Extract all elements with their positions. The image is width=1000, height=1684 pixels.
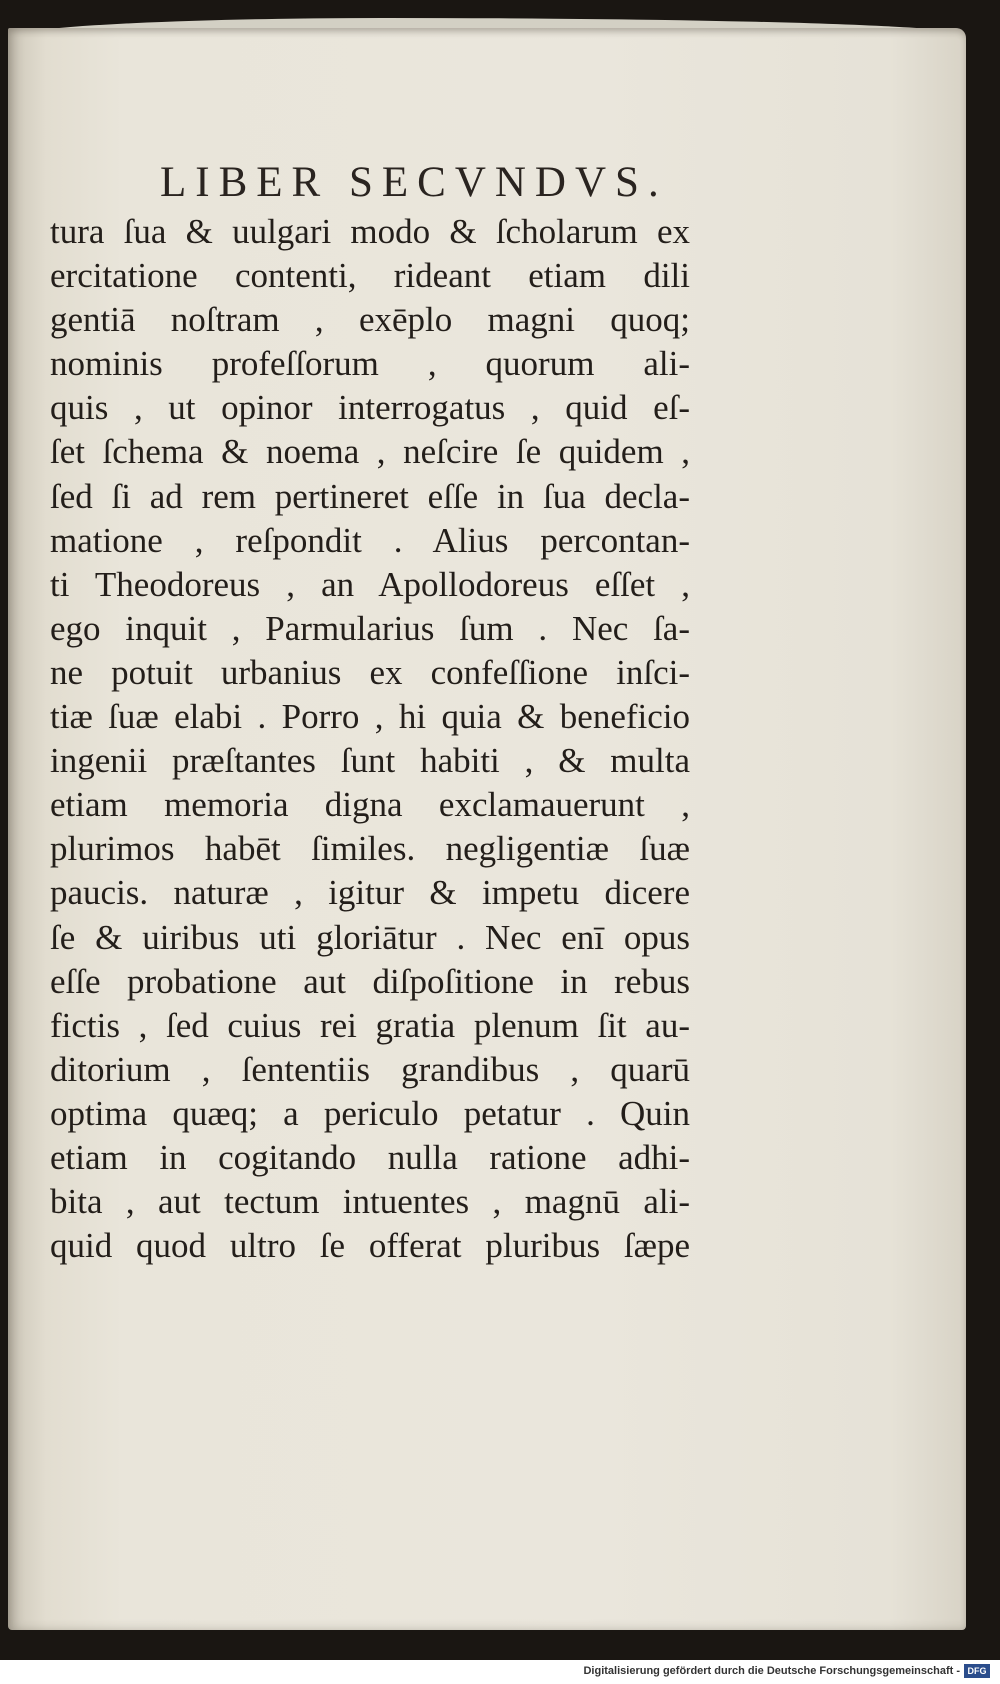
text-line: ſet ſchema & noema , neſcire ſe quidem , xyxy=(50,432,690,472)
text-line: paucis. naturæ , igitur & impetu dicere xyxy=(50,873,690,913)
text-line: ne potuit urbanius ex confeſſione inſci- xyxy=(50,652,690,692)
text-line: tura ſua & uulgari modo & ſcholarum ex xyxy=(50,212,690,251)
text-line: eſſe probatione aut diſpoſitione in rebus xyxy=(50,961,690,1001)
text-line: optima quæq; a periculo petatur . Quin xyxy=(50,1093,690,1133)
text-line: ingenii præſtantes ſunt habiti , & multa xyxy=(50,741,690,781)
text-line: gentiā noſtram , exēplo magni quoq; xyxy=(50,300,690,340)
text-line: bita , aut tectum intuentes , magnū ali- xyxy=(50,1182,690,1222)
text-line: ſe & uiribus uti gloriātur . Nec enī opus xyxy=(50,917,690,957)
text-line: quid quod ultro ſe offerat pluribus ſæpe xyxy=(50,1226,690,1266)
text-line: ditorium , ſententiis grandibus , quarū xyxy=(50,1049,690,1089)
digitization-credit: Digitalisierung gefördert durch die Deutsche Forschungsgemeinschaft - xyxy=(583,1665,960,1677)
text-line: fictis , ſed cuius rei gratia plenum ſit au- xyxy=(50,1005,690,1045)
text-line: ercitatione contenti, rideant etiam dili xyxy=(50,256,690,296)
text-block xyxy=(50,210,690,1268)
text-line: ti Theodoreus , an Apollodoreus eſſet , xyxy=(50,564,690,604)
text-line: ſed ſi ad rem pertineret eſſe in ſua decla- xyxy=(50,476,690,516)
text-line: ego inquit , Parmularius ſum . Nec ſa- xyxy=(50,608,690,648)
running-header: LIBER SECVNDVS. xyxy=(160,159,668,206)
dfg-logo-icon: DFG xyxy=(964,1664,990,1678)
footer-bar xyxy=(0,1660,1000,1684)
text-line: etiam in cogitando nulla ratione adhi- xyxy=(50,1137,690,1177)
text-line: nominis profeſſorum , quorum ali- xyxy=(50,344,690,384)
text-line: tiæ ſuæ elabi . Porro , hi quia & beneficio xyxy=(50,697,690,737)
text-line: etiam memoria digna exclamauerunt , xyxy=(50,785,690,825)
text-line: plurimos habēt ſimiles. negligentiæ ſuæ xyxy=(50,829,690,869)
text-line: matione , reſpondit . Alius percontan- xyxy=(50,520,690,560)
text-line: quis , ut opinor interrogatus , quid eſ- xyxy=(50,388,690,428)
